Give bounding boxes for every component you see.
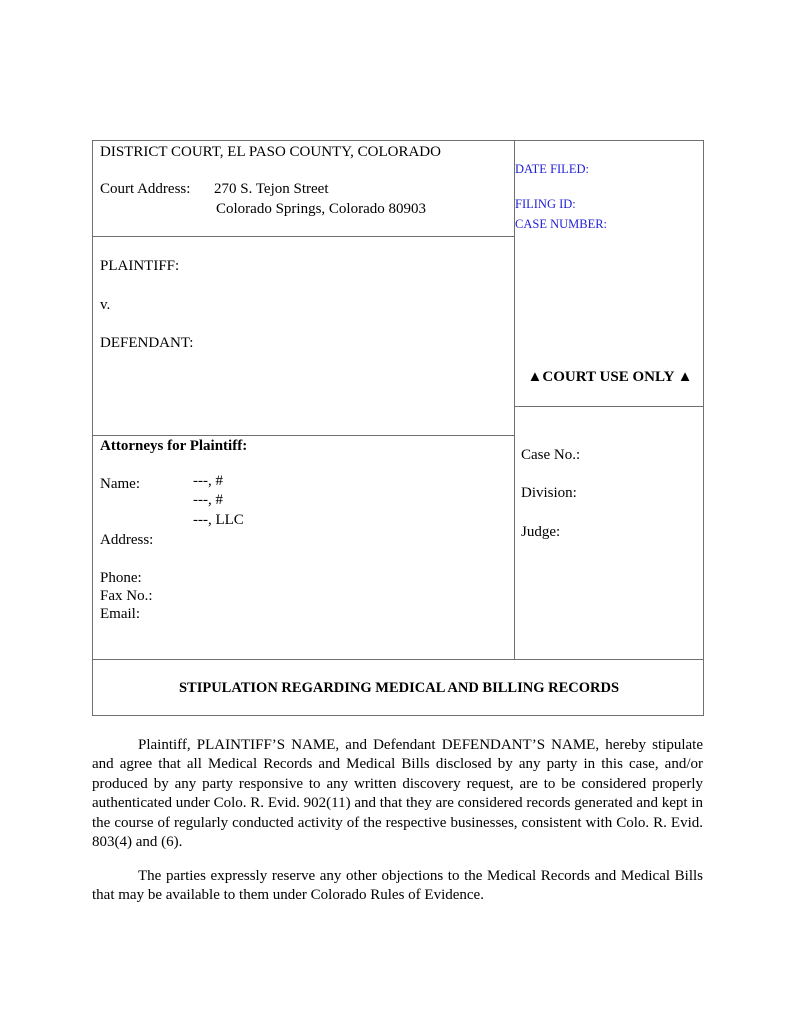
case-no-label: Case No.: bbox=[521, 447, 581, 463]
document-title: STIPULATION REGARDING MEDICAL AND BILLING RECORDS bbox=[178, 680, 620, 696]
division-label: Division: bbox=[521, 485, 577, 501]
case-caption-table bbox=[92, 140, 704, 716]
name-line-1: ---, # bbox=[193, 473, 223, 489]
attorneys-heading: Attorneys for Plaintiff: bbox=[100, 438, 248, 454]
date-filed: DATE FILED: bbox=[515, 162, 589, 176]
divider-court-parties bbox=[93, 236, 514, 237]
plaintiff-label: PLAINTIFF: bbox=[100, 258, 180, 274]
address-label: Address: bbox=[100, 532, 154, 548]
court-address-label: Court Address: bbox=[100, 181, 191, 197]
divider-court-use bbox=[514, 406, 704, 407]
defendant-label: DEFENDANT: bbox=[100, 335, 194, 351]
phone-label: Phone: bbox=[100, 570, 142, 586]
body-paragraph-2: The parties expressly reserve any other objections to the Medical Records and Medical Bills that may be available to them under Colorado Rules of Evidence. bbox=[92, 868, 703, 904]
divider-title bbox=[93, 659, 703, 660]
court-address-line2: Colorado Springs, Colorado 80903 bbox=[216, 201, 426, 217]
name-line-3: ---, LLC bbox=[193, 512, 244, 528]
divider-parties-attorneys bbox=[93, 435, 514, 436]
filing-id: FILING ID: bbox=[515, 197, 576, 211]
court-use-only: ▲COURT USE ONLY ▲ bbox=[527, 369, 693, 385]
court-name: DISTRICT COURT, EL PASO COUNTY, COLORADO bbox=[100, 144, 441, 160]
case-number: CASE NUMBER: bbox=[515, 217, 608, 231]
name-line-2: ---, # bbox=[193, 492, 223, 508]
body-paragraph-1: Plaintiff, PLAINTIFF’S NAME, and Defendant DEFENDANT’S NAME, hereby stipulate and agree that all Medical Records and Medical Bills disclosed by any party in this case, and/or produced by any party responsive to any written discovery request, are to be considered properly authenticated under Colo. R. Evid. 902(11) and that they are considered records generated and kept in the course of regularly conducted activity of the respective businesses, consistent with Colo. R. Evid. 803(4) and (6). bbox=[92, 737, 703, 851]
judge-label: Judge: bbox=[521, 524, 561, 540]
email-label: Email: bbox=[100, 606, 140, 622]
court-address-line1: 270 S. Tejon Street bbox=[214, 181, 329, 197]
versus: v. bbox=[100, 297, 111, 313]
fax-label: Fax No.: bbox=[100, 588, 153, 604]
name-label: Name: bbox=[100, 476, 140, 492]
